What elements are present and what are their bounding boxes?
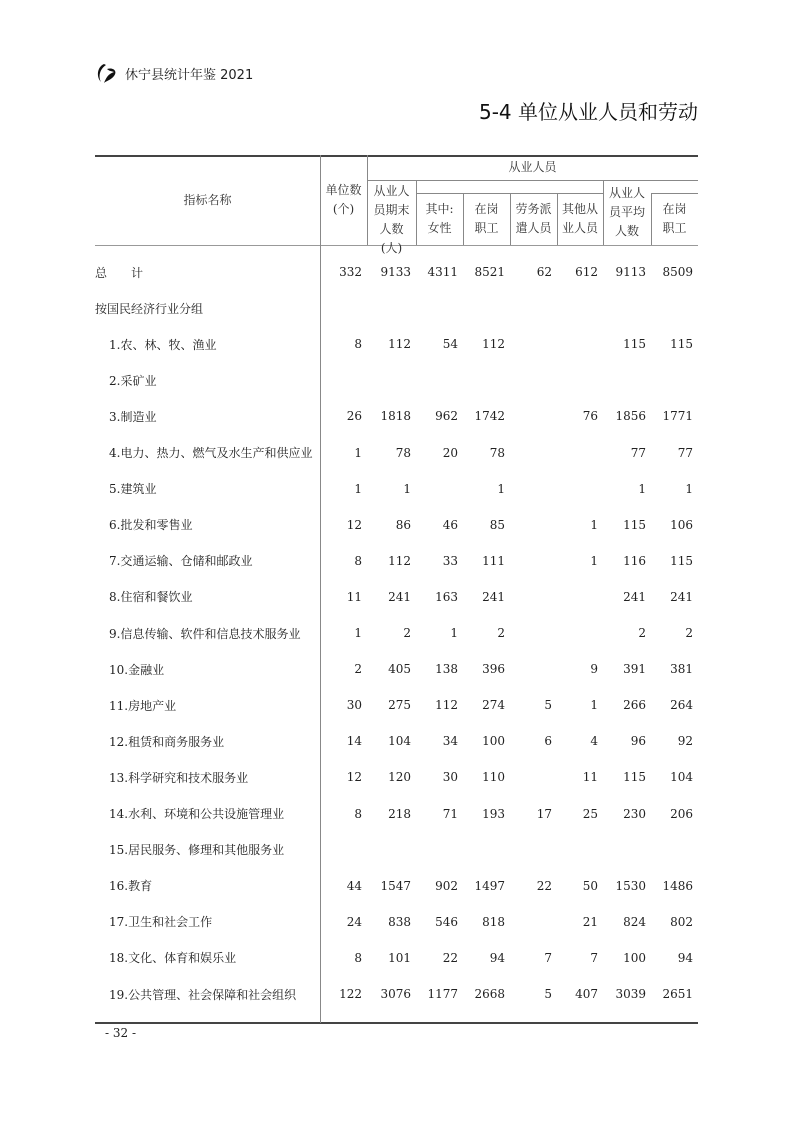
table-row — [95, 796, 698, 832]
row-label: 13.科学研究和技术服务业 — [109, 770, 249, 785]
table-cell: 76 — [582, 409, 598, 424]
table-cell: 106 — [670, 517, 693, 532]
table-cell: 1 — [638, 481, 646, 496]
table-cell: 120 — [388, 770, 411, 785]
table-row — [95, 290, 698, 326]
table-row — [95, 868, 698, 904]
table-cell: 26 — [346, 409, 362, 424]
table-cell: 2 — [638, 626, 646, 640]
table-cell: 241 — [482, 589, 505, 604]
row-label: 11.房地产业 — [109, 698, 177, 713]
table-cell: 94 — [677, 950, 693, 965]
table-cell: 1 — [685, 481, 693, 496]
table-cell: 122 — [339, 987, 362, 1001]
table-cell: 112 — [435, 698, 458, 713]
table-cell: 241 — [670, 589, 693, 604]
table-cell: 11 — [346, 589, 362, 604]
table-row — [95, 471, 698, 507]
table-cell: 1856 — [615, 409, 646, 424]
table-cell: 85 — [489, 517, 505, 532]
table-row — [95, 832, 698, 868]
header-end-count: 从业人 员期末 人数 (人) — [373, 184, 410, 255]
row-label: 1.农、林、牧、渔业 — [109, 337, 217, 352]
table-cell: 2668 — [474, 987, 505, 1001]
table-title: 5-4 单位从业人员和劳动 — [478, 100, 698, 124]
table-cell: 100 — [623, 950, 646, 965]
row-label: 17.卫生和社会工作 — [109, 915, 213, 930]
table-cell: 612 — [575, 265, 598, 279]
table-cell: 1 — [590, 553, 598, 568]
table-cell: 396 — [482, 662, 505, 677]
table-cell: 1 — [354, 626, 362, 640]
table-cell: 1742 — [474, 409, 505, 424]
table-row — [95, 579, 698, 615]
table-cell: 104 — [670, 770, 693, 785]
table-row — [95, 398, 698, 434]
table-cell: 100 — [482, 734, 505, 749]
table-cell: 2 — [497, 626, 505, 640]
table-cell: 163 — [435, 589, 458, 604]
table-cell: 264 — [670, 698, 693, 713]
table-cell: 1177 — [427, 987, 458, 1001]
table-cell: 33 — [442, 553, 458, 568]
table-cell: 1 — [354, 481, 362, 496]
table-cell: 9133 — [380, 265, 411, 279]
table-cell: 115 — [623, 337, 646, 352]
table-cell: 8509 — [662, 265, 693, 279]
table-cell: 405 — [388, 662, 411, 677]
row-label: 7.交通运输、仓储和邮政业 — [109, 554, 253, 569]
table-cell: 2651 — [662, 987, 693, 1001]
table-row — [95, 326, 698, 362]
table-cell: 962 — [435, 409, 458, 424]
table-cell: 407 — [575, 987, 598, 1001]
table-cell: 2 — [403, 626, 411, 640]
row-label: 10.金融业 — [109, 662, 165, 677]
table-cell: 92 — [677, 734, 693, 749]
table-cell: 50 — [582, 878, 598, 893]
table-cell: 1 — [497, 481, 505, 496]
row-label: 12.租赁和商务服务业 — [109, 734, 225, 749]
table-row — [95, 651, 698, 687]
row-label: 4.电力、热力、燃气及水生产和供应业 — [109, 446, 313, 460]
table-cell: 230 — [623, 806, 646, 821]
header-other: 其他从 业人员 — [561, 202, 598, 235]
table-cell: 824 — [623, 914, 646, 929]
row-label: 按国民经济行业分组 — [95, 301, 204, 316]
table-cell: 12 — [346, 517, 362, 532]
table-cell: 1 — [590, 517, 598, 532]
running-header — [95, 62, 253, 84]
table-cell: 115 — [670, 553, 693, 568]
table-cell: 275 — [388, 698, 411, 713]
table-row — [95, 435, 698, 471]
table-cell: 94 — [489, 950, 505, 965]
table-cell: 3039 — [615, 987, 646, 1001]
row-label: 18.文化、体育和娱乐业 — [109, 951, 237, 966]
table-cell: 22 — [442, 950, 458, 965]
table-cell: 30 — [346, 698, 362, 713]
table-row — [95, 904, 698, 940]
header-average: 从业人 员平均 人数 — [608, 186, 645, 238]
table-cell: 112 — [388, 337, 411, 352]
table-cell: 34 — [442, 734, 458, 749]
table-cell: 6 — [544, 734, 552, 749]
table-cell: 838 — [388, 914, 411, 929]
table-cell: 78 — [489, 445, 505, 460]
table-cell: 30 — [442, 770, 458, 785]
row-label: 5.建筑业 — [109, 482, 157, 497]
table-row — [95, 254, 698, 290]
table-cell: 1547 — [380, 878, 411, 893]
table-cell: 4 — [590, 734, 598, 749]
row-label: 16.教育 — [109, 879, 153, 894]
table-cell: 7 — [544, 950, 552, 965]
table-cell: 1497 — [474, 878, 505, 893]
row-label: 8.住宿和餐饮业 — [109, 590, 193, 605]
table-cell: 20 — [442, 445, 458, 460]
table-cell: 218 — [388, 806, 411, 821]
table-cell: 8 — [354, 806, 362, 821]
table-cell: 3076 — [380, 987, 411, 1001]
table-cell: 44 — [346, 878, 362, 893]
table-row — [95, 759, 698, 795]
table-cell: 193 — [482, 806, 505, 821]
table-cell: 111 — [482, 553, 505, 568]
table-cell: 116 — [623, 553, 646, 568]
header-unit-count: 单位数 (个) — [325, 183, 362, 216]
row-label: 19.公共管理、社会保障和社会组织 — [109, 987, 297, 1002]
table-cell: 17 — [536, 806, 552, 821]
header-average-onpost: 在岗 职工 — [662, 202, 687, 235]
header-female: 其中: 女性 — [425, 202, 454, 235]
table-cell: 8 — [354, 337, 362, 352]
table-row — [95, 940, 698, 976]
row-label: 6.批发和零售业 — [109, 518, 193, 533]
table-cell: 274 — [482, 698, 505, 713]
table-cell: 14 — [346, 734, 362, 749]
table-row — [95, 507, 698, 543]
table-cell: 1530 — [615, 878, 646, 893]
table-cell: 77 — [630, 445, 646, 460]
table-cell: 22 — [536, 878, 552, 893]
table-cell: 7 — [590, 950, 598, 965]
table-cell: 2 — [685, 626, 693, 640]
table-cell: 110 — [482, 770, 505, 785]
table-cell: 24 — [346, 914, 362, 929]
table-cell: 11 — [582, 770, 598, 785]
table-cell: 54 — [442, 337, 458, 352]
table-cell: 241 — [623, 589, 646, 604]
table-cell: 381 — [670, 662, 693, 677]
table-cell: 96 — [630, 734, 646, 749]
table-cell: 12 — [346, 770, 362, 785]
table-cell: 25 — [582, 806, 598, 821]
table-cell: 1 — [403, 481, 411, 496]
table-cell: 71 — [442, 806, 458, 821]
table-cell: 818 — [482, 914, 505, 929]
table-cell: 902 — [435, 878, 458, 893]
table-cell: 1 — [450, 626, 458, 640]
header-dispatch: 劳务派 遣人员 — [515, 202, 552, 235]
table-cell: 62 — [536, 265, 552, 279]
row-label: 总 计 — [95, 265, 144, 280]
table-cell: 112 — [482, 337, 505, 352]
table-cell: 5 — [544, 987, 552, 1001]
table-cell: 1486 — [662, 878, 693, 893]
page-number: - 32 - — [105, 1026, 137, 1040]
table-cell: 21 — [582, 914, 598, 929]
table-cell: 77 — [677, 445, 693, 460]
row-label: 15.居民服务、修理和其他服务业 — [109, 843, 285, 858]
table-cell: 115 — [670, 337, 693, 352]
table-cell: 8 — [354, 950, 362, 965]
table-cell: 1771 — [662, 409, 693, 424]
table-cell: 206 — [670, 806, 693, 821]
table-cell: 112 — [388, 553, 411, 568]
table-cell: 391 — [623, 662, 646, 677]
table-top-rule — [95, 155, 698, 157]
table-cell: 9 — [590, 662, 598, 677]
table-cell: 802 — [670, 914, 693, 929]
table-cell: 546 — [435, 914, 458, 929]
table-cell: 8521 — [474, 265, 505, 279]
row-label: 2.采矿业 — [109, 373, 157, 388]
table-cell: 86 — [395, 517, 411, 532]
table-cell: 241 — [388, 589, 411, 604]
table-cell: 9113 — [615, 265, 646, 279]
table-cell: 8 — [354, 553, 362, 568]
header-employees-group: 从业人员 — [508, 160, 557, 174]
table-bottom-rule — [95, 1022, 698, 1024]
table-cell: 1818 — [380, 409, 411, 424]
row-label: 14.水利、环境和公共设施管理业 — [109, 807, 285, 821]
row-label: 9.信息传输、软件和信息技术服务业 — [109, 626, 301, 641]
table-cell: 46 — [442, 517, 458, 532]
header-divider — [651, 193, 698, 194]
table-cell: 115 — [623, 517, 646, 532]
table-cell: 101 — [388, 950, 411, 965]
table-row — [95, 543, 698, 579]
table-cell: 1 — [590, 698, 598, 713]
table-row — [95, 362, 698, 398]
table-cell: 1 — [354, 445, 362, 460]
table-row — [95, 976, 698, 1012]
table-cell: 138 — [435, 662, 458, 677]
table-cell: 115 — [623, 770, 646, 785]
table-cell: 5 — [544, 698, 552, 713]
table-cell: 2 — [354, 662, 362, 677]
table-row — [95, 723, 698, 759]
table-cell: 266 — [623, 698, 646, 713]
header-indicator-name: 指标名称 — [183, 193, 232, 207]
yearbook-title: 休宁县统计年鉴 2021 — [125, 67, 254, 83]
table-cell: 104 — [388, 734, 411, 749]
table-cell: 332 — [339, 265, 362, 279]
table-cell: 78 — [395, 445, 411, 460]
row-label: 3.制造业 — [109, 409, 157, 424]
yearbook-logo-icon — [95, 62, 119, 84]
table-row — [95, 687, 698, 723]
table-cell: 4311 — [427, 265, 458, 279]
header-onpost: 在岗 职工 — [474, 202, 499, 235]
table-row — [95, 615, 698, 651]
